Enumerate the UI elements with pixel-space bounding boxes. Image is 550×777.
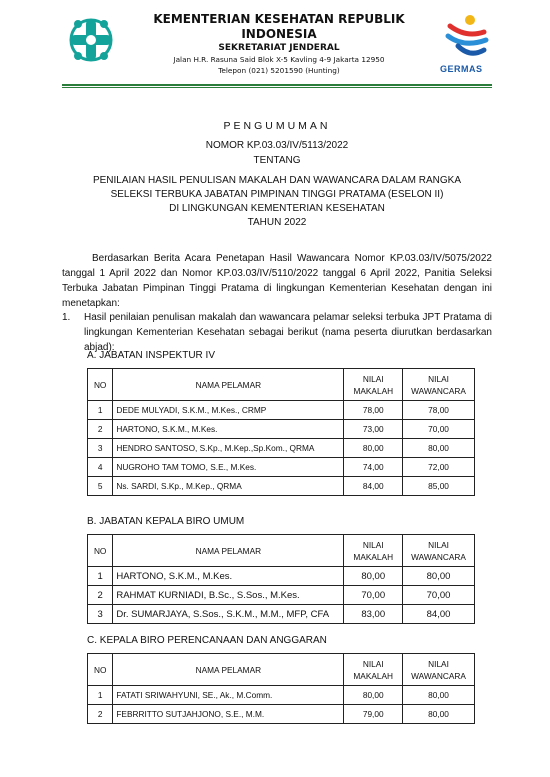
table-row [88,401,475,420]
cell-makalah: 70,00 [344,586,403,605]
item-text: Hasil penilaian penulisan makalah dan wawancara pelamar seleksi terbuka JPT Pratama di lingkungan Kementerian Kesehatan sebagai berikut (nama peserta diurutkan berdasarkan abjad): [84,312,492,353]
table-row [88,686,475,705]
header-makalah [344,535,403,567]
table-row [88,439,475,458]
header-label: NILAI [362,539,384,550]
header-name: NAMA PELAMAR [113,535,344,567]
cell-name: HARTONO, S.K.M., M.Kes. [113,567,344,586]
cell-makalah: 84,00 [344,477,403,496]
secretariat-name: SEKRETARIAT JENDERAL [218,43,340,53]
header-label: NILAI [428,658,449,669]
body-paragraph: Berdasarkan Berita Acara Penetapan Hasil Wawancara Nomor KP.03.03/IV/5075/2022 tanggal 1 April 2022 dan Nomor KP.03.03/IV/5110/2022 tanggal 6 April 2022, Panitia Seleksi Terbuka Jabatan Pimpinan Tinggi Pratama di lingkungan Kementerian Kesehatan dengan ini menetapkan: [62,253,492,309]
cell-no: 4 [88,458,113,477]
cell-name: NUGROHO TAM TOMO, S.E., M.Kes. [113,458,344,477]
cell-wawancara: 72,00 [403,458,475,477]
header-label: MAKALAH [353,385,394,396]
results-table-b [87,534,475,624]
table-row [88,586,475,605]
phone: Telepon (021) 5201590 (Hunting) [218,66,340,75]
letterhead [0,0,550,84]
address: Jalan H.R. Rasuna Said Blok X-5 Kavling 4-9 Jakarta 12950 [173,55,385,64]
header-name: NAMA PELAMAR [113,369,344,401]
cell-name: DEDE MULYADI, S.K.M., M.Kes., CRMP [113,401,344,420]
cell-no: 2 [88,705,113,724]
announcement-subject [62,174,492,230]
cell-no: 1 [88,686,113,705]
header-label: MAKALAH [353,551,394,562]
cell-makalah: 73,00 [344,420,403,439]
ministry-logo-icon [66,14,116,66]
subject-line: SELEKSI TERBUKA JABATAN PIMPINAN TINGGI PRATAMA (ESELON II) [110,189,444,200]
cell-no: 3 [88,605,113,624]
header-makalah [344,369,403,401]
section-title-a: A. JABATAN INSPEKTUR IV [87,350,215,361]
cell-makalah: 80,00 [344,567,403,586]
cell-name: HENDRO SANTOSO, S.Kp., M.Kep.,Sp.Kom., QRMA [113,439,344,458]
cell-no: 2 [88,420,113,439]
announcement-title: PENGUMUMAN [223,120,331,132]
announcement-about: TENTANG [253,155,301,166]
cell-makalah: 74,00 [344,458,403,477]
table-row [88,705,475,724]
germas-label: GERMAS [440,64,483,74]
subject-line: TAHUN 2022 [247,217,307,228]
header-wawancara [403,369,475,401]
cell-wawancara: 80,00 [403,567,475,586]
cell-name: Dr. SUMARJAYA, S.Sos., S.K.M., M.M., MFP, CFA [113,605,344,624]
cell-wawancara: 70,00 [403,586,475,605]
header-wawancara [403,654,475,686]
table-row [88,567,475,586]
header-wawancara [403,535,475,567]
cell-no: 2 [88,586,113,605]
germas-logo-icon [444,12,490,62]
results-table-c [87,653,475,724]
section-title-b: B. JABATAN KEPALA BIRO UMUM [87,516,245,527]
cell-name: HARTONO, S.K.M., M.Kes. [113,420,344,439]
header-label: MAKALAH [353,670,394,681]
cell-wawancara: 80,00 [403,686,475,705]
cell-makalah: 79,00 [344,705,403,724]
table-row [88,458,475,477]
cell-wawancara: 80,00 [403,705,475,724]
header-label: WAWANCARA [411,551,466,562]
announcement-number: NOMOR KP.03.03/IV/5113/2022 [205,140,349,151]
subject-line: PENILAIAN HASIL PENULISAN MAKALAH DAN WAWANCARA DALAM RANGKA [92,175,462,186]
cell-no: 3 [88,439,113,458]
header-no: NO [88,535,113,567]
cell-no: 1 [88,401,113,420]
header-no: NO [88,654,113,686]
cell-wawancara: 70,00 [403,420,475,439]
header-label: NILAI [428,539,449,550]
header-label: WAWANCARA [411,385,466,396]
header-label: WAWANCARA [411,670,466,681]
header-label: NILAI [362,658,384,669]
table-row [88,420,475,439]
cell-wawancara: 85,00 [403,477,475,496]
letterhead-rule-thin [62,87,492,88]
letterhead-rule [62,84,492,86]
cell-wawancara: 84,00 [403,605,475,624]
header-no: NO [88,369,113,401]
header-label: NILAI [428,373,449,384]
results-table-a [87,368,475,496]
ministry-name: KEMENTERIAN KESEHATAN REPUBLIK INDONESIA [153,12,405,41]
cell-makalah: 78,00 [344,401,403,420]
header-name: NAMA PELAMAR [113,654,344,686]
cell-name: FATATI SRIWAHYUNI, SE., Ak., M.Comm. [113,686,344,705]
cell-wawancara: 80,00 [403,439,475,458]
cell-makalah: 80,00 [344,439,403,458]
header-label: NILAI [362,373,384,384]
table-row [88,605,475,624]
cell-makalah: 83,00 [344,605,403,624]
cell-name: FEBRRITTO SUTJAHJONO, S.E., M.M. [113,705,344,724]
cell-wawancara: 78,00 [403,401,475,420]
cell-makalah: 80,00 [344,686,403,705]
header-makalah [344,654,403,686]
table-row [88,477,475,496]
cell-name: RAHMAT KURNIADI, B.Sc., S.Sos., M.Kes. [113,586,344,605]
item-number: 1. [62,312,71,323]
section-title-c: C. KEPALA BIRO PERENCANAAN DAN ANGGARAN [87,635,327,646]
cell-no: 1 [88,567,113,586]
cell-no: 5 [88,477,113,496]
subject-line: DI LINGKUNGAN KEMENTERIAN KESEHATAN [169,203,385,214]
cell-name: Ns. SARDI, S.Kp., M.Kep., QRMA [113,477,344,496]
